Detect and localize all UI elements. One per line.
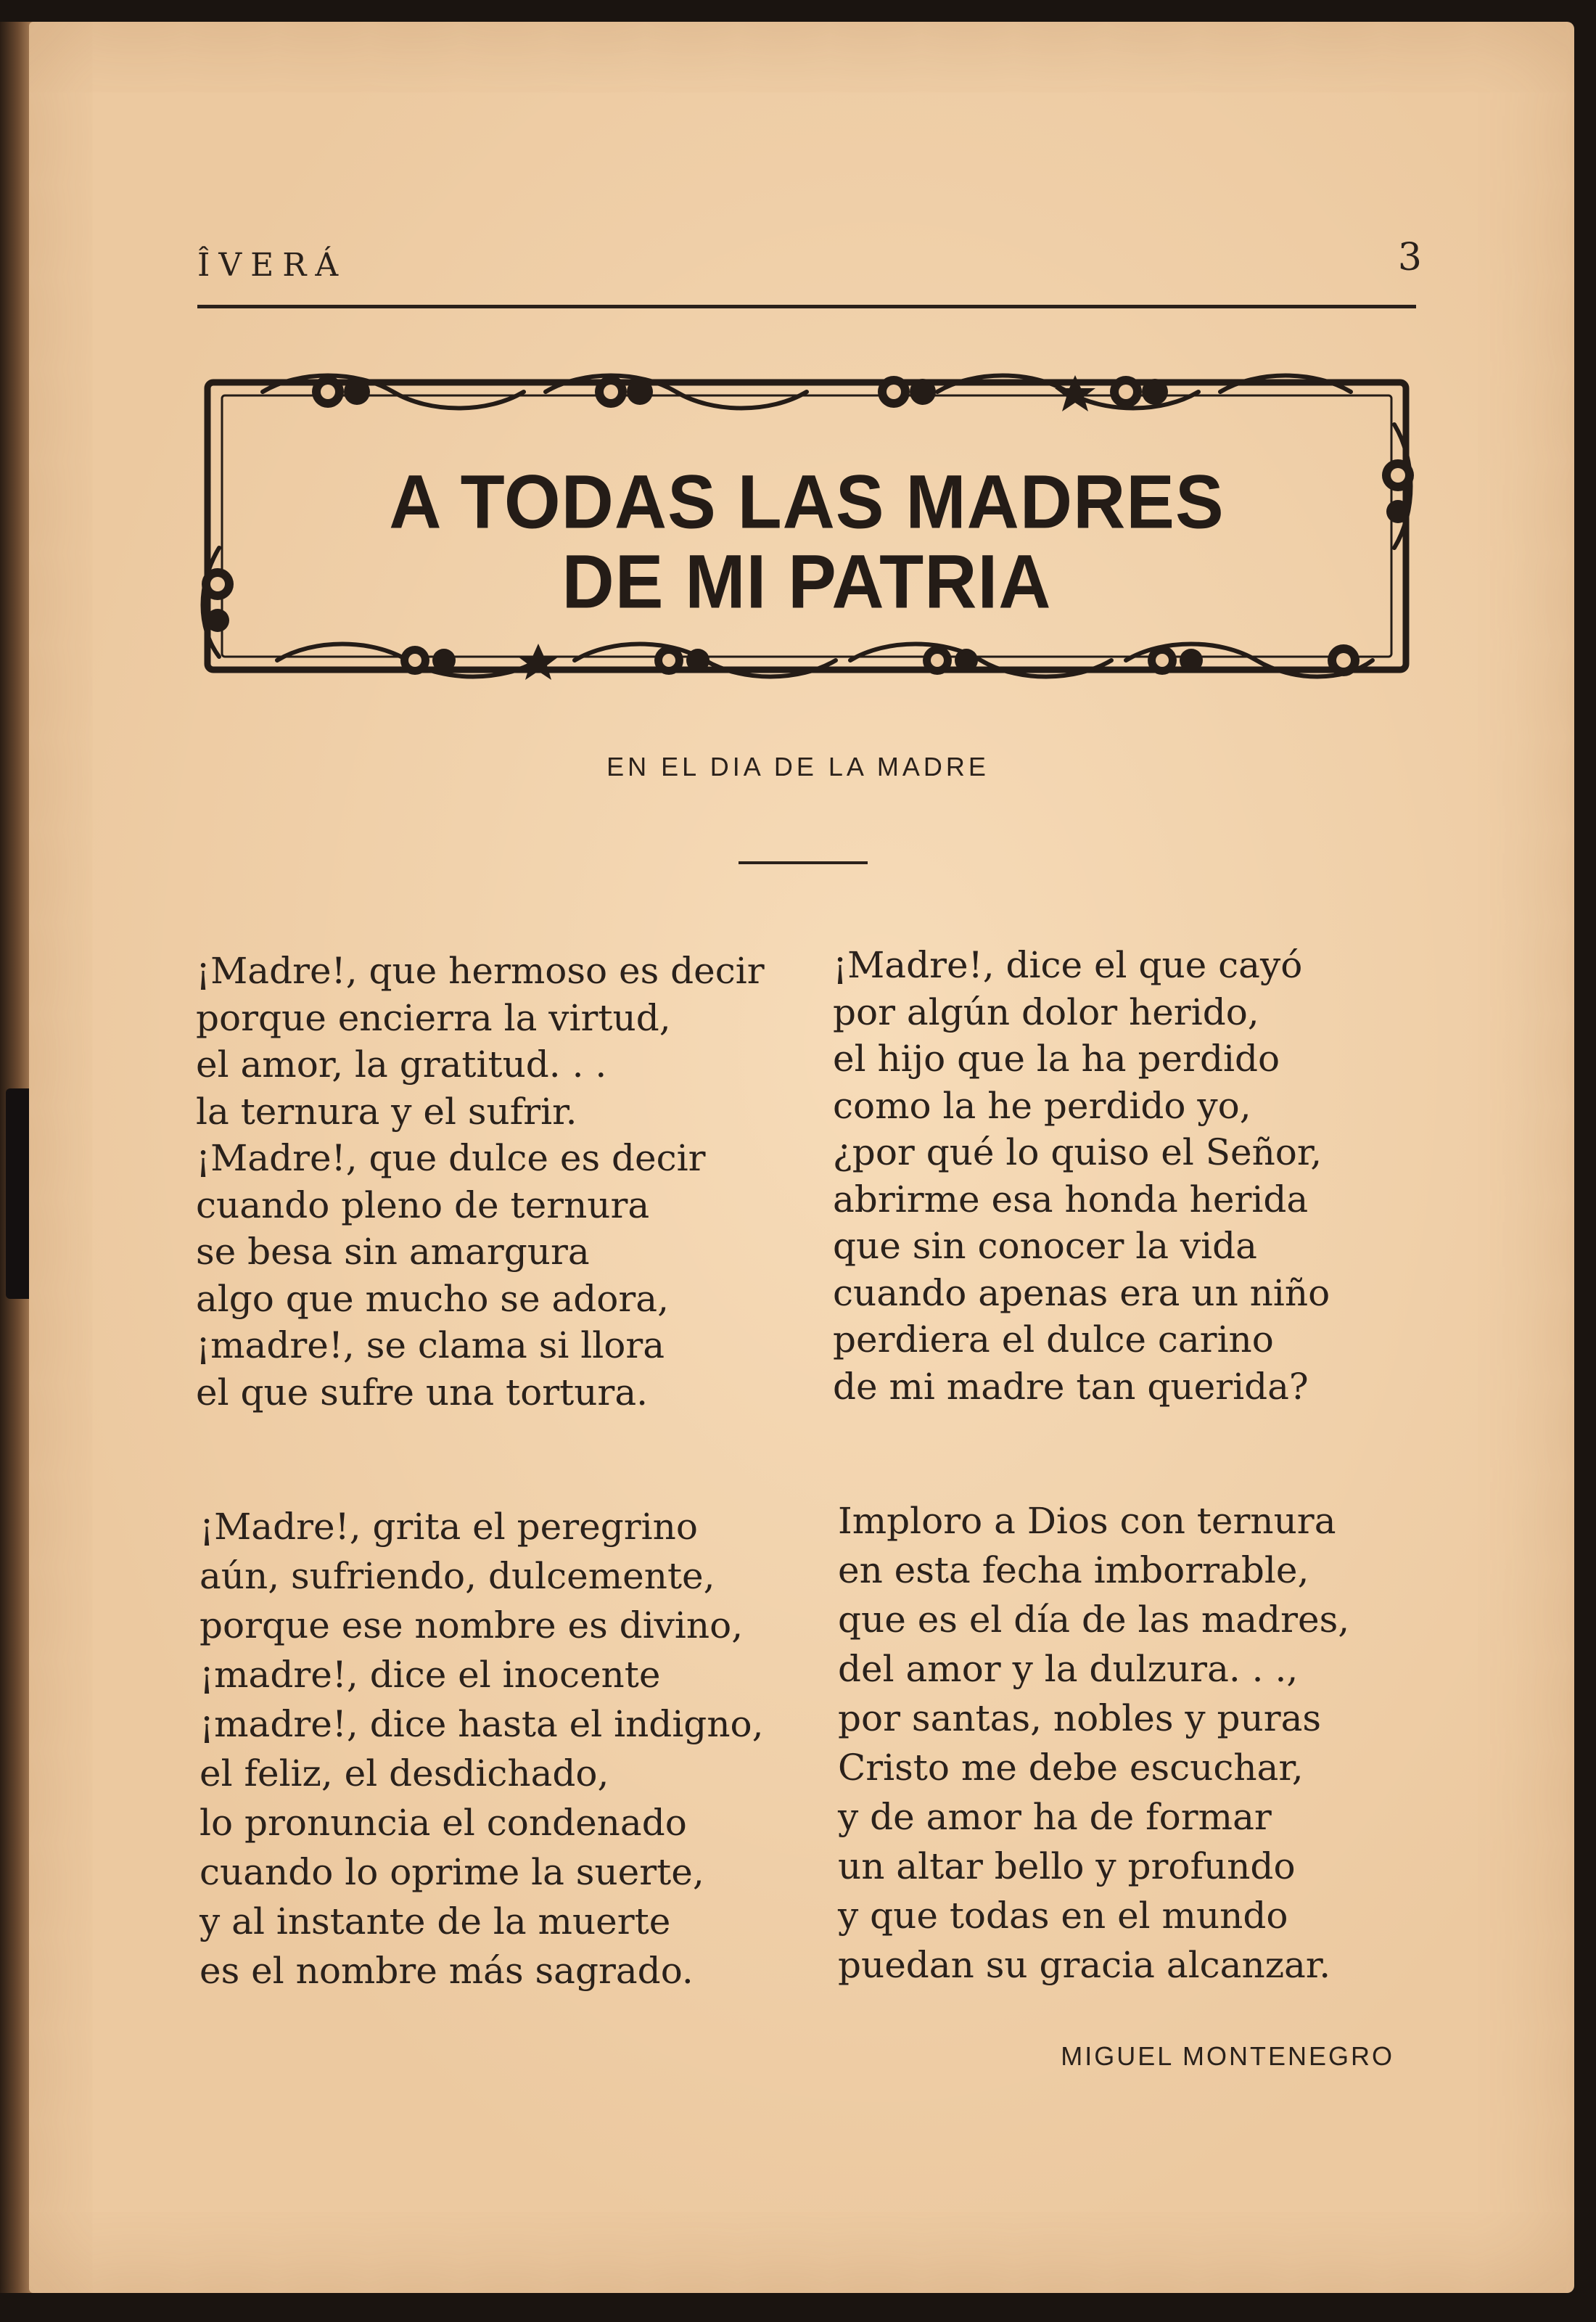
verse-line: cuando pleno de ternura (196, 1183, 650, 1226)
author-signature: MIGUEL MONTENEGRO (1061, 2041, 1394, 2071)
verse-line: Imploro a Dios con ternura (838, 1500, 1336, 1542)
verse-line: un altar bello y profundo (838, 1845, 1296, 1887)
verse-line: cuando apenas era un niño (833, 1271, 1330, 1314)
verse-line: ¡Madre!, dice el que cayó (833, 944, 1303, 986)
verse-line: se besa sin amargura (196, 1231, 590, 1273)
verse-line: porque ese nombre es divino, (200, 1604, 744, 1646)
verse-line: y que todas en el mundo (838, 1895, 1288, 1937)
verse-line: abrirme esa honda herida (833, 1178, 1309, 1221)
verse-line: cuando lo oprime la suerte, (200, 1851, 704, 1893)
stanza-4 (838, 1496, 1349, 1990)
verse-line: que es el día de las madres, (838, 1599, 1350, 1641)
verse-line: ¡madre!, se clama si llora (196, 1324, 665, 1366)
verse-line: el amor, la gratitud. . . (196, 1043, 607, 1086)
verse-line: como la he perdido yo, (833, 1084, 1251, 1127)
verse-line: ¿por qué lo quiso el Señor, (833, 1131, 1323, 1173)
verse-line: del amor y la dulzura. . ., (838, 1648, 1299, 1690)
verse-line: ¡madre!, dice hasta el indigno, (200, 1703, 764, 1745)
verse-line: el feliz, el desdichado, (200, 1752, 609, 1794)
stanza-3 (200, 1502, 764, 1995)
verse-line: en esta fecha imborrable, (838, 1549, 1309, 1591)
page-number: 3 (1397, 236, 1422, 279)
verse-line: por santas, nobles y puras (838, 1697, 1322, 1739)
verse-line: y de amor ha de formar (838, 1796, 1272, 1838)
verse-line: y al instante de la muerte (200, 1900, 671, 1942)
verse-line: es el nombre más sagrado. (200, 1950, 694, 1992)
verse-line: perdiera el dulce carino (833, 1318, 1274, 1361)
verse-line: la ternura y el sufrir. (196, 1090, 577, 1133)
subtitle: EN EL DIA DE LA MADRE (606, 752, 990, 781)
title-line-2: DE MI PATRIA (562, 539, 1052, 625)
verse-line: Cristo me debe escuchar, (838, 1747, 1304, 1789)
verse-line: que sin conocer la vida (833, 1225, 1257, 1267)
verse-line: ¡Madre!, que hermoso es decir (196, 950, 765, 992)
verse-line: ¡Madre!, grita el peregrino (200, 1506, 698, 1548)
section-divider (739, 861, 868, 864)
verse-line: el que sufre una tortura. (196, 1371, 649, 1414)
verse-line: ¡madre!, dice el inocente (200, 1654, 661, 1696)
running-head: ÎVERÁ (197, 247, 347, 284)
verse-line: ¡Madre!, que dulce es decir (196, 1137, 706, 1179)
verse-line: puedan su gracia alcanzar. (838, 1944, 1331, 1986)
stanza-2 (833, 942, 1330, 1410)
title-line-1: A TODAS LAS MADRES (389, 459, 1225, 545)
title-frame (197, 366, 1416, 686)
stanza-1 (196, 948, 765, 1416)
verse-line: de mi madre tan querida? (833, 1365, 1309, 1408)
verse-line: aún, sufriendo, dulcemente, (200, 1555, 715, 1597)
verse-line: algo que mucho se adora, (196, 1277, 669, 1320)
verse-line: el hijo que la ha perdido (833, 1038, 1280, 1080)
verse-line: porque encierra la virtud, (196, 996, 671, 1039)
verse-line: por algún dolor herido, (833, 990, 1259, 1033)
header-rule (197, 305, 1416, 308)
verse-line: lo pronuncia el condenado (200, 1802, 687, 1844)
